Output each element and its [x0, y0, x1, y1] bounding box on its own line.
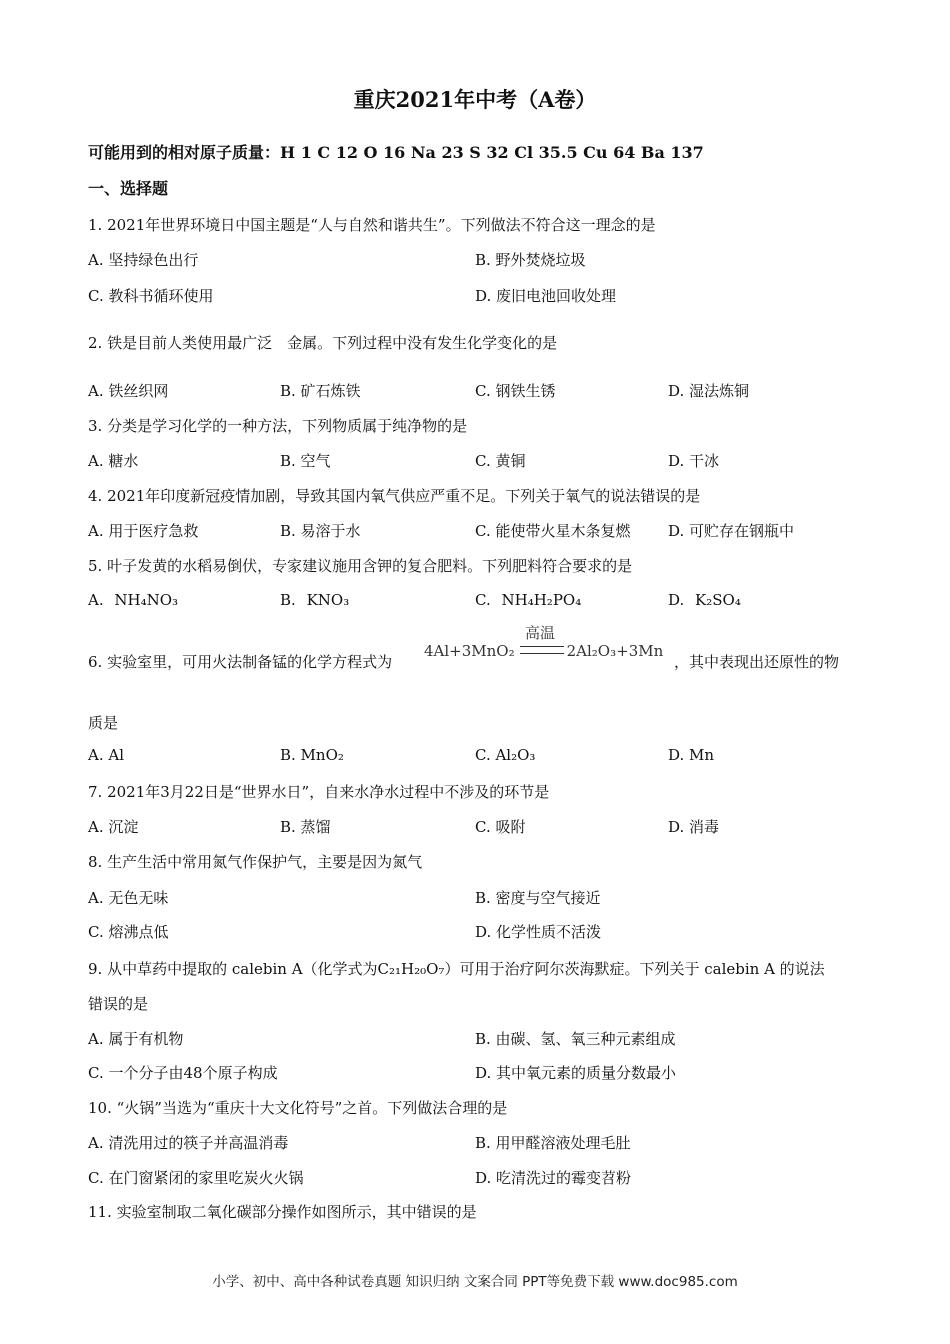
question-6-stem-cont: 质是 [88, 714, 119, 732]
question-7-option-c: C. 吸附 [475, 818, 526, 836]
question-2-option-a: A. 铁丝织网 [88, 382, 169, 400]
question-9-stem: 9. 从中草药中提取的 calebin A（化学式为C₂₁H₂₀O₇）可用于治疗阿尔茨海默症。下列关于 calebin A 的说法 [88, 960, 825, 978]
equation-terms [424, 642, 663, 660]
question-2-option-b: B. 矿石炼铁 [280, 382, 361, 400]
question-8-stem: 8. 生产生活中常用氮气作保护气，主要是因为氮气 [88, 853, 423, 871]
question-10-option-c: C. 在门窗紧闭的家里吃炭火火锅 [88, 1169, 304, 1187]
section-title: 一、选择题 [88, 179, 169, 198]
reaction-condition: 高温 [525, 624, 556, 642]
question-7-stem: 7. 2021年3月22日是“世界水日”，自来水净水过程中不涉及的环节是 [88, 783, 550, 801]
question-6-option-c: C. Al₂O₃ [475, 746, 536, 764]
question-2-stem: 2. 铁是目前人类使用最广泛 金属。下列过程中没有发生化学变化的是 [88, 334, 558, 352]
question-4-stem: 4. 2021年印度新冠疫情加剧，导致其国内氧气供应严重不足。下列关于氧气的说法错误的是 [88, 487, 701, 505]
page-footer: 小学、初中、高中各种试卷真题 知识归纳 文案合同 PPT等免费下载 www.doc985.com [212, 1274, 738, 1290]
question-8-option-c: C. 熔沸点低 [88, 923, 169, 941]
question-2-option-d: D. 湿法炼铜 [668, 382, 750, 400]
option-label: B. [280, 591, 296, 609]
question-10-option-a: A. 清洗用过的筷子并高温消毒 [88, 1134, 289, 1152]
formula-k2so4: K₂SO₄ [695, 591, 741, 609]
question-2-option-c: C. 钢铁生锈 [475, 382, 556, 400]
question-3-option-d: D. 干冰 [668, 452, 720, 470]
question-6-stem-after: ，其中表现出还原性的物 [674, 653, 840, 671]
question-10-stem: 10. “火锅”当选为“重庆十大文化符号”之首。下列做法合理的是 [88, 1099, 508, 1117]
question-5-option-c [475, 591, 581, 609]
question-7-option-d: D. 消毒 [668, 818, 720, 836]
option-label: D. [668, 591, 685, 609]
question-9-option-c: C. 一个分子由48个原子构成 [88, 1064, 278, 1082]
question-1-option-a: A. 坚持绿色出行 [88, 251, 199, 269]
question-8-option-b: B. 密度与空气接近 [475, 889, 601, 907]
question-4-option-d: D. 可贮存在钢瓶中 [668, 522, 795, 540]
question-5-option-b [280, 591, 349, 609]
option-label: A. [88, 591, 104, 609]
question-4-option-c: C. 能使带火星木条复燃 [475, 522, 631, 540]
question-10-option-d: D. 吃清洗过的霉变苕粉 [475, 1169, 632, 1187]
question-6-option-d: D. Mn [668, 746, 715, 764]
question-6-option-a: A. Al [88, 746, 124, 764]
question-6-option-b: B. MnO₂ [280, 746, 344, 764]
atomic-masses-line: 可能用到的相对原子质量：H 1 C 12 O 16 Na 23 S 32 Cl 35.5 Cu 64 Ba 137 [88, 143, 704, 162]
question-11-stem: 11. 实验室制取二氧化碳部分操作如图所示，其中错误的是 [88, 1203, 477, 1221]
equation-products: 2Al₂O₃+3Mn [566, 642, 664, 660]
question-9-option-d: D. 其中氧元素的质量分数最小 [475, 1064, 677, 1082]
question-9-option-a: A. 属于有机物 [88, 1030, 184, 1048]
formula-nh4h2po4: NH₄H₂PO₄ [501, 591, 582, 609]
formula-nh4no3: NH₄NO₃ [114, 591, 179, 609]
question-7-option-b: B. 蒸馏 [280, 818, 331, 836]
question-1-option-b: B. 野外焚烧垃圾 [475, 251, 586, 269]
question-3-option-a: A. 糖水 [88, 452, 139, 470]
question-3-stem: 3. 分类是学习化学的一种方法，下列物质属于纯净物的是 [88, 417, 468, 435]
question-1-option-c: C. 教科书循环使用 [88, 287, 214, 305]
page-title: 重庆2021年中考（A卷） [353, 87, 597, 112]
question-3-option-b: B. 空气 [280, 452, 331, 470]
chemical-equation [424, 622, 672, 672]
question-8-option-d: D. 化学性质不活泼 [475, 923, 602, 941]
question-1-stem: 1. 2021年世界环境日中国主题是“人与自然和谐共生”。下列做法不符合这一理念的是 [88, 216, 656, 234]
question-1-option-d: D. 废旧电池回收处理 [475, 287, 617, 305]
question-5-stem: 5. 叶子发黄的水稻易倒伏，专家建议施用含钾的复合肥料。下列肥料符合要求的是 [88, 557, 633, 575]
question-3-option-c: C. 黄铜 [475, 452, 526, 470]
question-5-option-a [88, 591, 178, 609]
question-6-stem-before: 6. 实验室里，可用火法制备锰的化学方程式为 [88, 653, 393, 671]
question-4-option-a: A. 用于医疗急救 [88, 522, 199, 540]
question-7-option-a: A. 沉淀 [88, 818, 139, 836]
question-4-option-b: B. 易溶于水 [280, 522, 361, 540]
question-9-stem-cont: 错误的是 [88, 995, 149, 1013]
question-8-option-a: A. 无色无味 [88, 889, 169, 907]
question-5-option-d [668, 591, 741, 609]
equation-reactants: 4Al+3MnO₂ [424, 642, 515, 660]
question-10-option-b: B. 用甲醛溶液处理毛肚 [475, 1134, 631, 1152]
question-9-option-b: B. 由碳、氢、氧三种元素组成 [475, 1030, 676, 1048]
option-label: C. [475, 591, 491, 609]
formula-kno3: KNO₃ [306, 591, 350, 609]
